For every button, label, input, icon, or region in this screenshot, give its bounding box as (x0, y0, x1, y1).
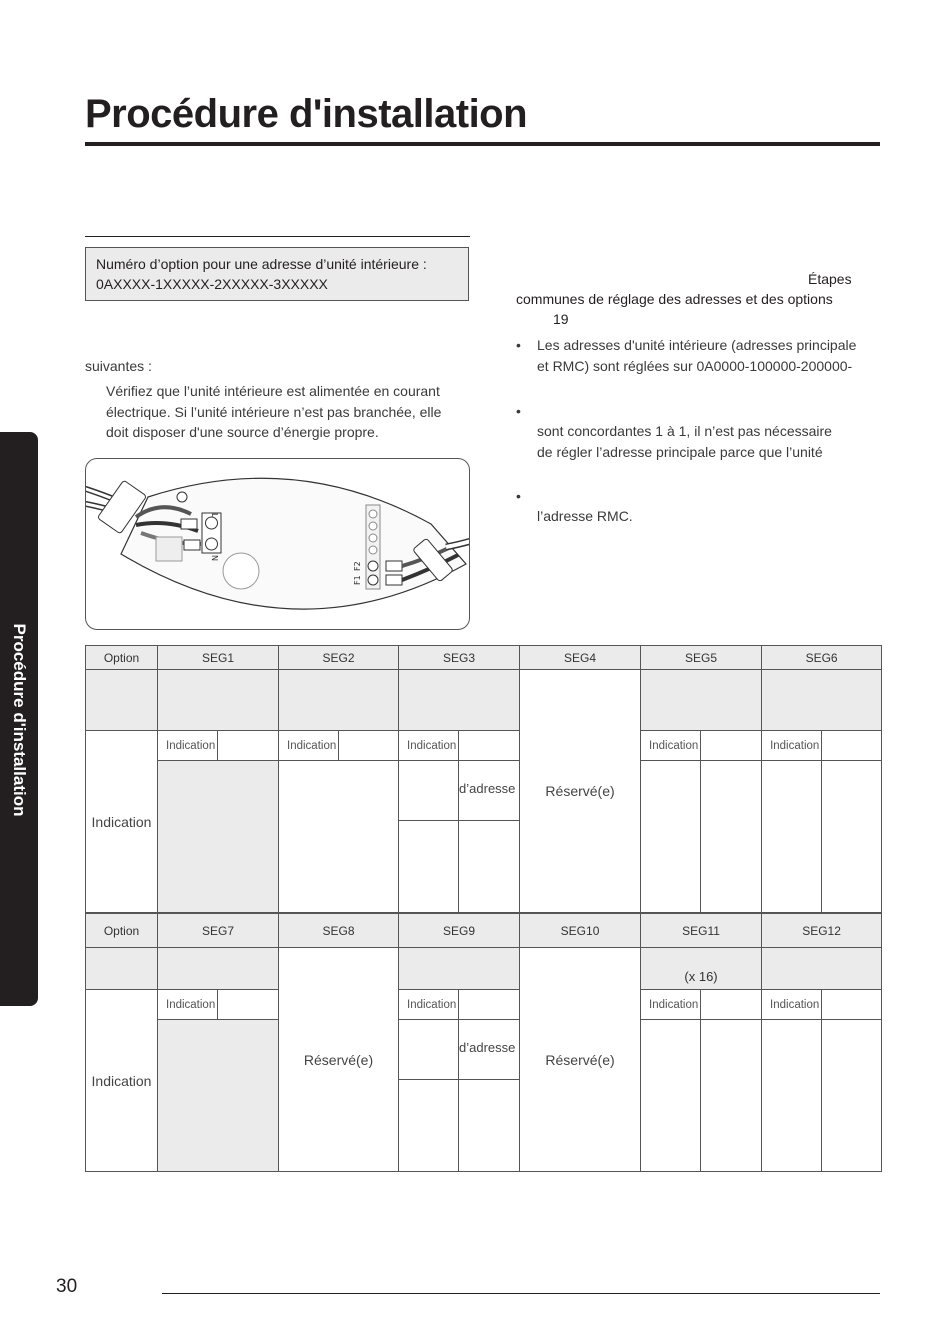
table-cell (641, 761, 701, 913)
table-cell (762, 670, 882, 731)
table-cell (399, 948, 520, 990)
table-cell (399, 761, 459, 821)
table-cell (822, 731, 882, 761)
bullet-line: et RMC) sont réglées sur 0A0000-100000-200000- (537, 357, 853, 374)
footer-divider (162, 1293, 880, 1294)
title-divider (85, 142, 880, 146)
bullet-line: Les adresses d'unité intérieure (adresses principale (537, 337, 857, 353)
table-cell (701, 1020, 762, 1172)
col-header-seg1: SEG1 (158, 646, 279, 670)
table-cell (641, 1020, 701, 1172)
para-line: doit disposer d'une source d’énergie propre. (106, 424, 379, 440)
seg4-reserved-cell: Réservé(e) (520, 670, 641, 913)
para-line: électrique. Si l’unité intérieure n’est pas branchée, elle (106, 403, 442, 420)
col-header-seg11: SEG11 (641, 914, 762, 948)
seg8-reserved-cell: Réservé(e) (279, 948, 399, 1172)
table-cell (279, 670, 399, 731)
table-cell (218, 731, 279, 761)
bullet-text-3: l’adresse RMC. (537, 508, 633, 524)
table-cell (701, 990, 762, 1020)
indication-cell: Indication (641, 731, 701, 761)
table-cell (822, 761, 882, 913)
bullet-line: sont concordantes 1 à 1, il n’est pas nécessaire (537, 423, 832, 439)
page-title: Procédure d'installation (85, 92, 528, 136)
col-header-seg5: SEG5 (641, 646, 762, 670)
col-header-seg7: SEG7 (158, 914, 279, 948)
indication-cell: Indication (762, 731, 822, 761)
table-cell (701, 731, 762, 761)
table-cell (158, 761, 279, 913)
table-cell (86, 670, 158, 731)
steps-reference-b: communes de réglage des adresses et des options (516, 291, 833, 307)
bullet-marker: • (516, 337, 521, 353)
table-cell (701, 761, 762, 913)
segment-table-1 (85, 645, 882, 913)
col-header-seg3: SEG3 (399, 646, 520, 670)
col-header-seg12: SEG12 (762, 914, 882, 948)
terminal-block-illustration (86, 459, 470, 630)
table-cell (399, 1080, 459, 1172)
terminal-label-f2: F2 (353, 561, 362, 571)
table-cell (762, 761, 822, 913)
col-header-seg8: SEG8 (279, 914, 399, 948)
table-cell (158, 1020, 279, 1172)
bullet-text-2 (537, 421, 882, 462)
indication-cell: Indication (399, 990, 459, 1020)
bullet-marker: • (516, 403, 521, 419)
para-line: Vérifiez que l’unité intérieure est alimentée en courant (106, 383, 440, 399)
table-cell (459, 821, 520, 913)
seg11-multiplier-note: (x 16) (641, 948, 762, 990)
option-number-note (85, 247, 469, 301)
col-header-seg2: SEG2 (279, 646, 399, 670)
steps-page-ref: 19 (553, 311, 569, 327)
left-intro: suivantes : (85, 358, 152, 374)
segment-table-2 (85, 913, 882, 1172)
terminal-label-f1: F1 (353, 575, 362, 585)
seg3-address-note: d’adresse (459, 761, 520, 821)
table-cell (762, 948, 882, 990)
page-number: 30 (56, 1276, 78, 1297)
table-cell (399, 1020, 459, 1080)
table-cell (399, 821, 459, 913)
table-cell (339, 731, 399, 761)
bullet-text-1 (537, 335, 882, 376)
side-tab-label: Procédure d'installation (10, 623, 29, 817)
col-header-seg10: SEG10 (520, 914, 641, 948)
option-note-line1: Numéro d’option pour une adresse d’unité intérieure : (96, 256, 427, 272)
table-cell (459, 1080, 520, 1172)
indication-cell: Indication (158, 990, 218, 1020)
seg10-reserved-cell: Réservé(e) (520, 948, 641, 1172)
table-cell (822, 1020, 882, 1172)
table-cell (399, 670, 520, 731)
section-divider (85, 236, 470, 237)
indication-cell: Indication (641, 990, 701, 1020)
row-label-indication: Indication (86, 731, 158, 913)
table-cell (459, 990, 520, 1020)
bullet-line: de régler l’adresse principale parce que l’unité (537, 443, 823, 460)
option-note-line2: 0AXXXX-1XXXXX-2XXXXX-3XXXXX (96, 276, 328, 292)
seg9-address-note: d’adresse (459, 1020, 520, 1080)
col-header-seg4: SEG4 (520, 646, 641, 670)
indication-cell: Indication (762, 990, 822, 1020)
table-cell (279, 761, 399, 913)
table-cell (218, 990, 279, 1020)
terminal-label-l: L (210, 513, 219, 518)
table-cell (822, 990, 882, 1020)
col-header-option: Option (86, 914, 158, 948)
bullet-marker: • (516, 488, 521, 504)
indication-cell: Indication (158, 731, 218, 761)
table-cell (86, 948, 158, 990)
row-label-indication: Indication (86, 990, 158, 1172)
table-cell (762, 1020, 822, 1172)
indication-cell: Indication (399, 731, 459, 761)
col-header-seg6: SEG6 (762, 646, 882, 670)
power-check-paragraph (106, 381, 466, 443)
table-cell (158, 670, 279, 731)
table-cell (158, 948, 279, 990)
col-header-option: Option (86, 646, 158, 670)
table-cell (459, 731, 520, 761)
col-header-seg9: SEG9 (399, 914, 520, 948)
indication-cell: Indication (279, 731, 339, 761)
steps-reference-a: Étapes (808, 271, 852, 287)
terminal-block-diagram (85, 458, 470, 630)
terminal-label-n: N (210, 555, 219, 561)
table-cell (641, 670, 762, 731)
